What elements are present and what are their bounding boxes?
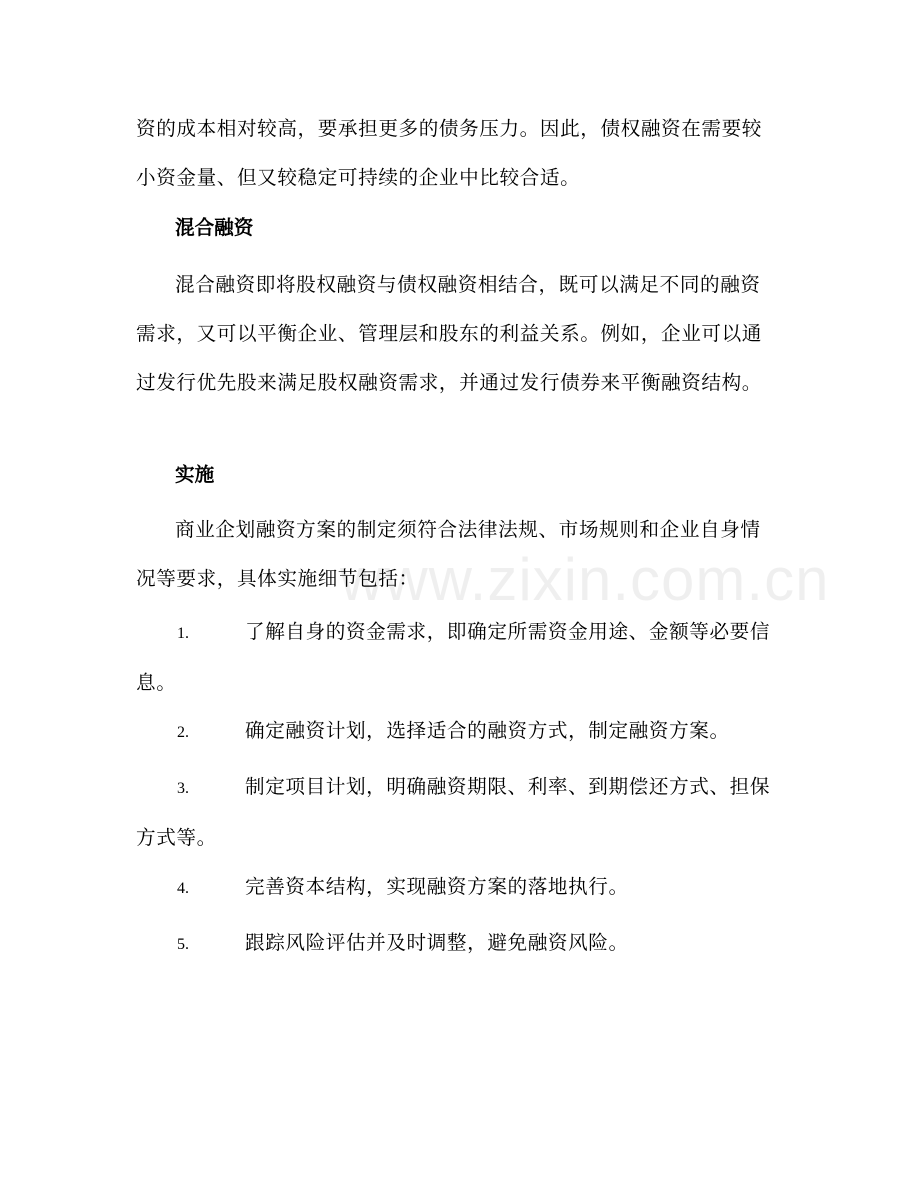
list-item-text: 了解自身的资金需求，即确定所需资金用途、金额等必要信息。	[136, 620, 771, 694]
heading-implementation: 实施	[175, 463, 215, 486]
list-item	[136, 607, 776, 707]
list-item-text: 确定融资计划，选择适合的融资方式，制定融资方案。	[245, 719, 730, 742]
list-item-text: 制定项目计划，明确融资期限、利率、到期偿还方式、担保方式等。	[136, 775, 771, 849]
paragraph-implementation: 商业企划融资方案的制定须符合法律法规、市场规则和企业自身情况等要求，具体实施细节包括：	[136, 518, 761, 590]
list-item-number: 3.	[177, 780, 189, 797]
list-item	[136, 762, 776, 862]
list-item-text: 完善资本结构，实现融资方案的落地执行。	[245, 875, 629, 898]
list-item-number: 1.	[177, 625, 189, 642]
list-item	[136, 862, 776, 913]
list-item-number: 4.	[177, 880, 189, 897]
heading-mixed-financing: 混合融资	[175, 216, 254, 239]
paragraph-mixed-financing: 混合融资即将股权融资与债权融资相结合，既可以满足不同的融资需求，又可以平衡企业、管理层和股东的利益关系。例如，企业可以通过发行优先股来满足股权融资需求，并通过发行债券来平衡融资结构。	[136, 273, 763, 394]
list-item-text: 跟踪风险评估并及时调整，避免融资风险。	[245, 931, 629, 954]
list-item	[136, 706, 776, 757]
list-item	[136, 918, 776, 969]
paragraph-intro: 资的成本相对较高，要承担更多的债务压力。因此，债权融资在需要较小资金量、但又较稳定可持续的企业中比较合适。	[136, 117, 763, 189]
watermark: www.zixin.com.cn	[340, 546, 830, 613]
list-item-number: 2.	[177, 724, 189, 741]
list-item-number: 5.	[177, 936, 189, 953]
